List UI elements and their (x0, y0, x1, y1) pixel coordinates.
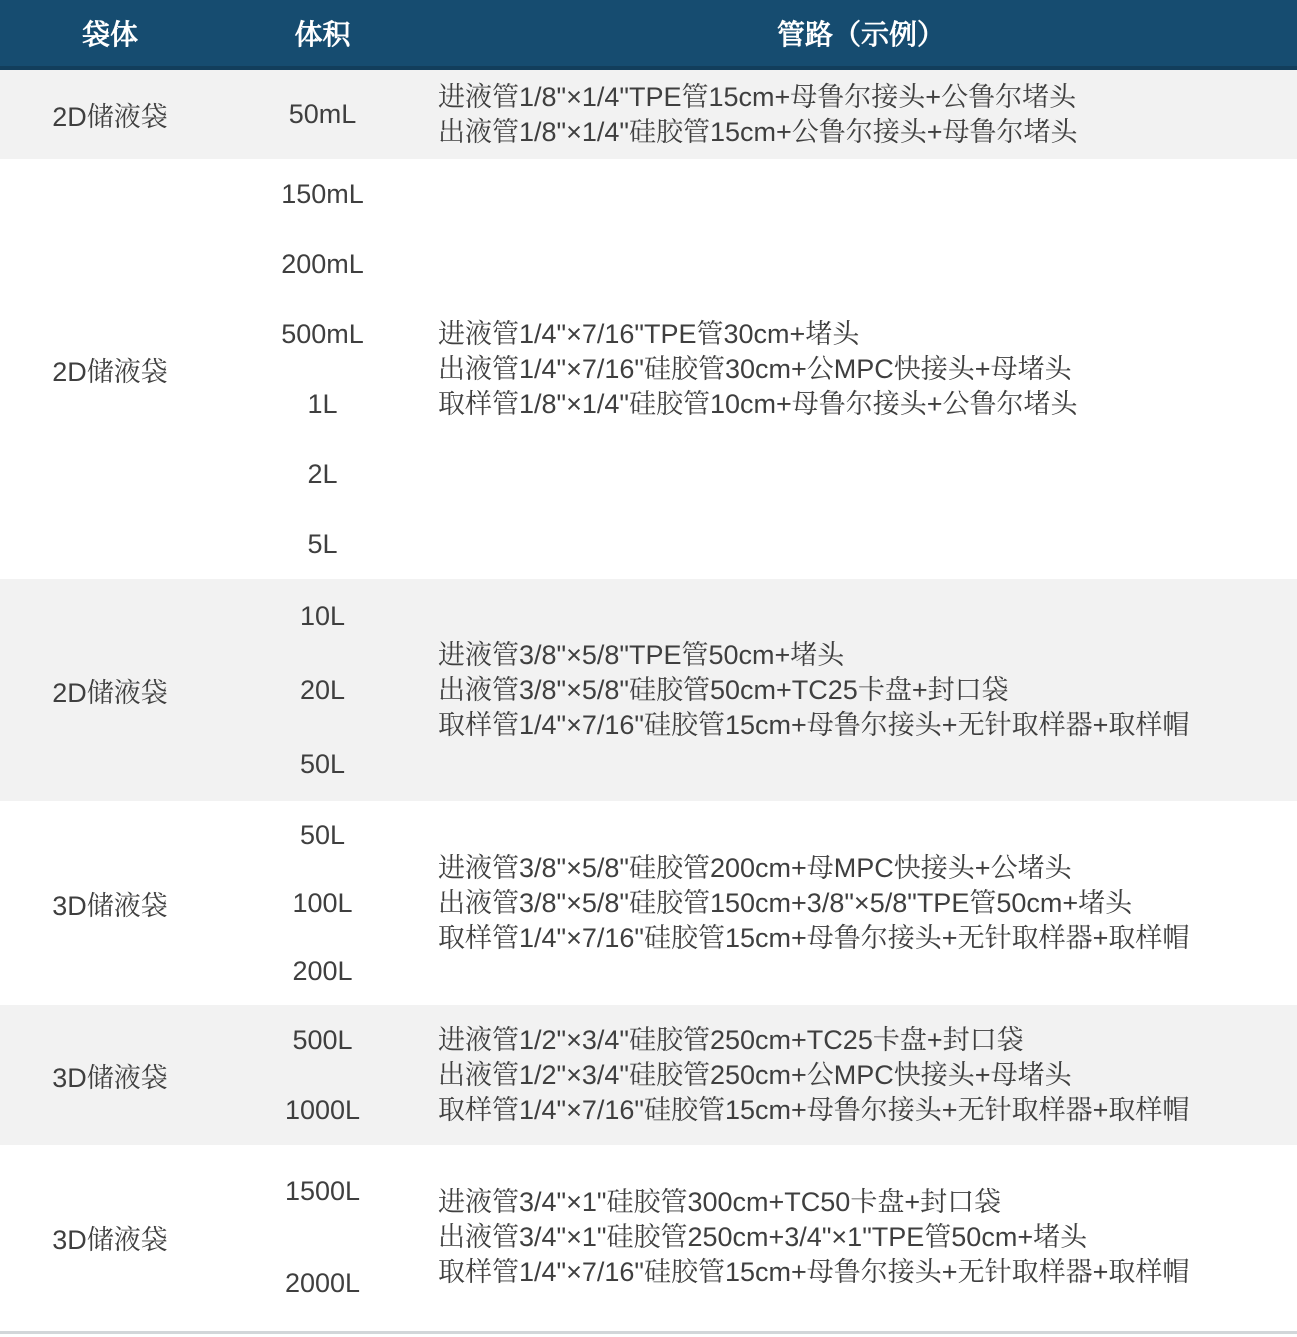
tubing-cell (425, 1005, 1297, 1145)
spec-table (0, 70, 1297, 1329)
volume-cell: 2000L (284, 1267, 361, 1298)
bag-type-cell: 3D储液袋 (52, 890, 168, 921)
volume-cell: 200L (292, 955, 353, 986)
volume-cell: 500L (292, 1024, 353, 1055)
bag-type-cell: 2D储液袋 (52, 356, 168, 387)
volume-cell: 1500L (284, 1175, 361, 1206)
bag-type-cell: 2D储液袋 (52, 677, 168, 708)
tubing-line: 出液管3/4"×1"硅胶管250cm+3/4"×1"TPE管50cm+堵头 (438, 1221, 1088, 1252)
bottom-divider (0, 1331, 1297, 1334)
bag-type-cell: 3D储液袋 (52, 1062, 168, 1093)
volume-cell: 10L (299, 600, 346, 631)
tubing-line: 出液管1/2"×3/4"硅胶管250cm+公MPC快接头+母堵头 (438, 1059, 1072, 1090)
volume-cell: 20L (299, 674, 346, 705)
header-cell-tubing: 管路（示例） (776, 19, 945, 50)
volume-cell: 1000L (284, 1094, 361, 1125)
volume-cell: 5L (307, 528, 338, 559)
spec-row (0, 1145, 1297, 1237)
tubing-line: 取样管1/4"×7/16"硅胶管15cm+母鲁尔接头+无针取样器+取样帽 (438, 709, 1190, 740)
spec-row (0, 801, 1297, 869)
volume-cell: 50L (299, 819, 346, 850)
tubing-line: 取样管1/8"×1/4"硅胶管10cm+母鲁尔接头+公鲁尔堵头 (438, 388, 1078, 419)
volume-cell: 50mL (288, 99, 357, 129)
tubing-line: 进液管3/4"×1"硅胶管300cm+TC50卡盘+封口袋 (438, 1186, 1002, 1217)
tubing-line: 进液管1/8"×1/4"TPE管15cm+母鲁尔接头+公鲁尔堵头 (438, 81, 1077, 112)
spec-row (0, 1005, 1297, 1075)
tubing-line: 进液管3/8"×5/8"TPE管50cm+堵头 (438, 639, 845, 670)
tubing-cell (425, 579, 1297, 801)
bag-type-cell: 2D储液袋 (52, 102, 168, 132)
volume-cell: 1L (307, 388, 338, 419)
volume-cell: 200mL (281, 248, 364, 279)
tubing-line: 进液管3/8"×5/8"硅胶管200cm+母MPC快接头+公堵头 (438, 852, 1072, 883)
tubing-cell (425, 159, 1297, 579)
spec-table-body (0, 70, 1297, 1329)
tubing-cell (425, 801, 1297, 1005)
bag-type-cell: 3D储液袋 (52, 1224, 168, 1255)
tubing-line: 取样管1/4"×7/16"硅胶管15cm+母鲁尔接头+无针取样器+取样帽 (438, 1256, 1190, 1287)
tubing-line: 出液管3/8"×5/8"硅胶管150cm+3/8"×5/8"TPE管50cm+堵头 (438, 887, 1133, 918)
tubing-cell (425, 70, 1297, 159)
table-header-row (0, 0, 1297, 70)
tubing-line: 取样管1/4"×7/16"硅胶管15cm+母鲁尔接头+无针取样器+取样帽 (438, 922, 1190, 953)
tubing-line: 出液管3/8"×5/8"硅胶管50cm+TC25卡盘+封口袋 (438, 674, 1009, 705)
volume-cell: 2L (307, 458, 338, 489)
spec-row (0, 70, 1297, 159)
tubing-line: 进液管1/2"×3/4"硅胶管250cm+TC25卡盘+封口袋 (438, 1024, 1024, 1055)
spec-row (0, 579, 1297, 653)
header-cell-bag: 袋体 (81, 19, 138, 50)
volume-cell: 100L (292, 887, 353, 918)
volume-cell: 50L (299, 748, 346, 779)
tubing-cell (425, 1145, 1297, 1329)
tubing-line: 进液管1/4"×7/16"TPE管30cm+堵头 (438, 318, 860, 349)
tubing-line: 出液管1/4"×7/16"硅胶管30cm+公MPC快接头+母堵头 (438, 353, 1072, 384)
tubing-line: 取样管1/4"×7/16"硅胶管15cm+母鲁尔接头+无针取样器+取样帽 (438, 1094, 1190, 1125)
header-cell-volume: 体积 (294, 19, 351, 50)
spec-row (0, 159, 1297, 229)
tubing-line: 出液管1/8"×1/4"硅胶管15cm+公鲁尔接头+母鲁尔堵头 (438, 116, 1078, 147)
volume-cell: 150mL (281, 178, 364, 209)
volume-cell: 500mL (281, 318, 364, 349)
